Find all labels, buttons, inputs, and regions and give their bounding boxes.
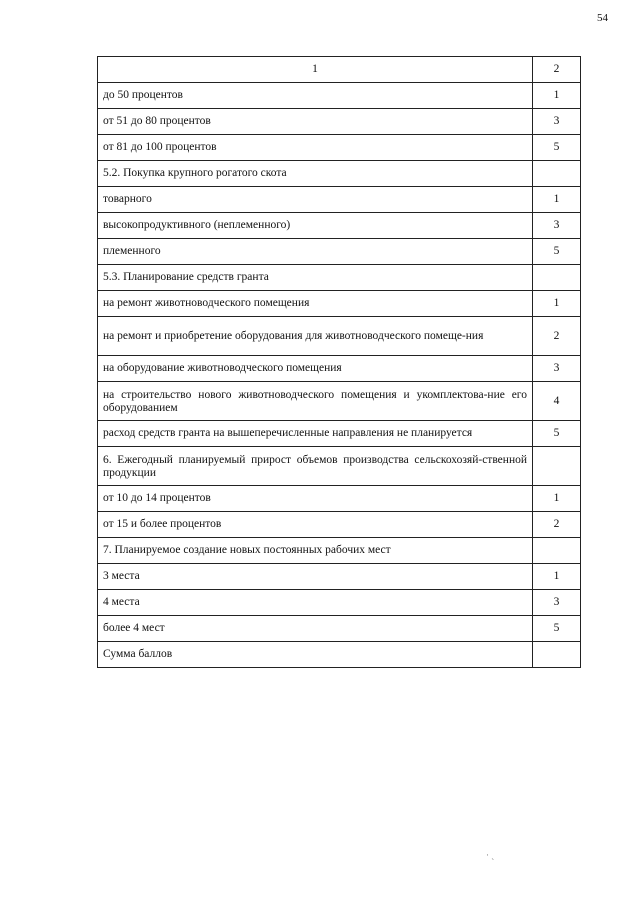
table-row <box>98 291 581 317</box>
total-score-cell <box>533 642 581 668</box>
section-row <box>98 538 581 564</box>
scan-speck: · ˎ <box>486 850 495 860</box>
section-heading-cell: 5.3. Планирование средств гранта <box>98 265 533 291</box>
header-cell-score: 2 <box>533 57 581 83</box>
score-cell <box>533 538 581 564</box>
criterion-cell: от 51 до 80 процентов <box>98 109 533 135</box>
score-cell: 4 <box>533 382 581 421</box>
criterion-cell: от 81 до 100 процентов <box>98 135 533 161</box>
page-number: 54 <box>597 12 608 24</box>
table-row <box>98 356 581 382</box>
score-cell: 3 <box>533 213 581 239</box>
score-cell: 2 <box>533 512 581 538</box>
scoring-table <box>97 56 581 668</box>
score-cell: 3 <box>533 109 581 135</box>
header-cell-criterion: 1 <box>98 57 533 83</box>
criterion-cell: до 50 процентов <box>98 83 533 109</box>
score-cell <box>533 265 581 291</box>
score-cell: 5 <box>533 616 581 642</box>
criterion-cell: товарного <box>98 187 533 213</box>
total-row <box>98 642 581 668</box>
table-row <box>98 109 581 135</box>
section-row <box>98 447 581 486</box>
criterion-cell: расход средств гранта на вышеперечисленные направления не планируется <box>98 421 533 447</box>
criterion-cell: 4 места <box>98 590 533 616</box>
table-row <box>98 564 581 590</box>
score-cell: 1 <box>533 291 581 317</box>
section-row <box>98 161 581 187</box>
table-row <box>98 187 581 213</box>
criterion-cell: от 15 и более процентов <box>98 512 533 538</box>
total-label-cell: Сумма баллов <box>98 642 533 668</box>
table-row <box>98 213 581 239</box>
score-cell <box>533 447 581 486</box>
table-row <box>98 317 581 356</box>
table-row <box>98 512 581 538</box>
score-cell: 3 <box>533 356 581 382</box>
section-heading-cell: 7. Планируемое создание новых постоянных рабочих мест <box>98 538 533 564</box>
section-heading-cell: 5.2. Покупка крупного рогатого скота <box>98 161 533 187</box>
section-heading-cell: 6. Ежегодный планируемый прирост объемов производства сельскохозяй-ственной продукции <box>98 447 533 486</box>
score-cell: 1 <box>533 564 581 590</box>
score-cell: 5 <box>533 135 581 161</box>
score-cell <box>533 161 581 187</box>
table-row <box>98 616 581 642</box>
score-cell: 3 <box>533 590 581 616</box>
criterion-cell: более 4 мест <box>98 616 533 642</box>
table-row <box>98 382 581 421</box>
score-cell: 5 <box>533 421 581 447</box>
section-row <box>98 265 581 291</box>
table-row <box>98 486 581 512</box>
criterion-cell: на оборудование животноводческого помещения <box>98 356 533 382</box>
table-header-row <box>98 57 581 83</box>
score-cell: 5 <box>533 239 581 265</box>
criterion-cell: от 10 до 14 процентов <box>98 486 533 512</box>
criterion-cell: 3 места <box>98 564 533 590</box>
table-row <box>98 590 581 616</box>
score-cell: 1 <box>533 83 581 109</box>
table-row <box>98 135 581 161</box>
table-row <box>98 239 581 265</box>
table-row <box>98 421 581 447</box>
score-cell: 1 <box>533 486 581 512</box>
criterion-cell: на строительство нового животноводческого помещения и укомплектова-ние его оборудованием <box>98 382 533 421</box>
criterion-cell: на ремонт животноводческого помещения <box>98 291 533 317</box>
criterion-cell: племенного <box>98 239 533 265</box>
score-cell: 1 <box>533 187 581 213</box>
criterion-cell: высокопродуктивного (неплеменного) <box>98 213 533 239</box>
table-row <box>98 83 581 109</box>
criterion-cell: на ремонт и приобретение оборудования для животноводческого помеще-ния <box>98 317 533 356</box>
score-cell: 2 <box>533 317 581 356</box>
